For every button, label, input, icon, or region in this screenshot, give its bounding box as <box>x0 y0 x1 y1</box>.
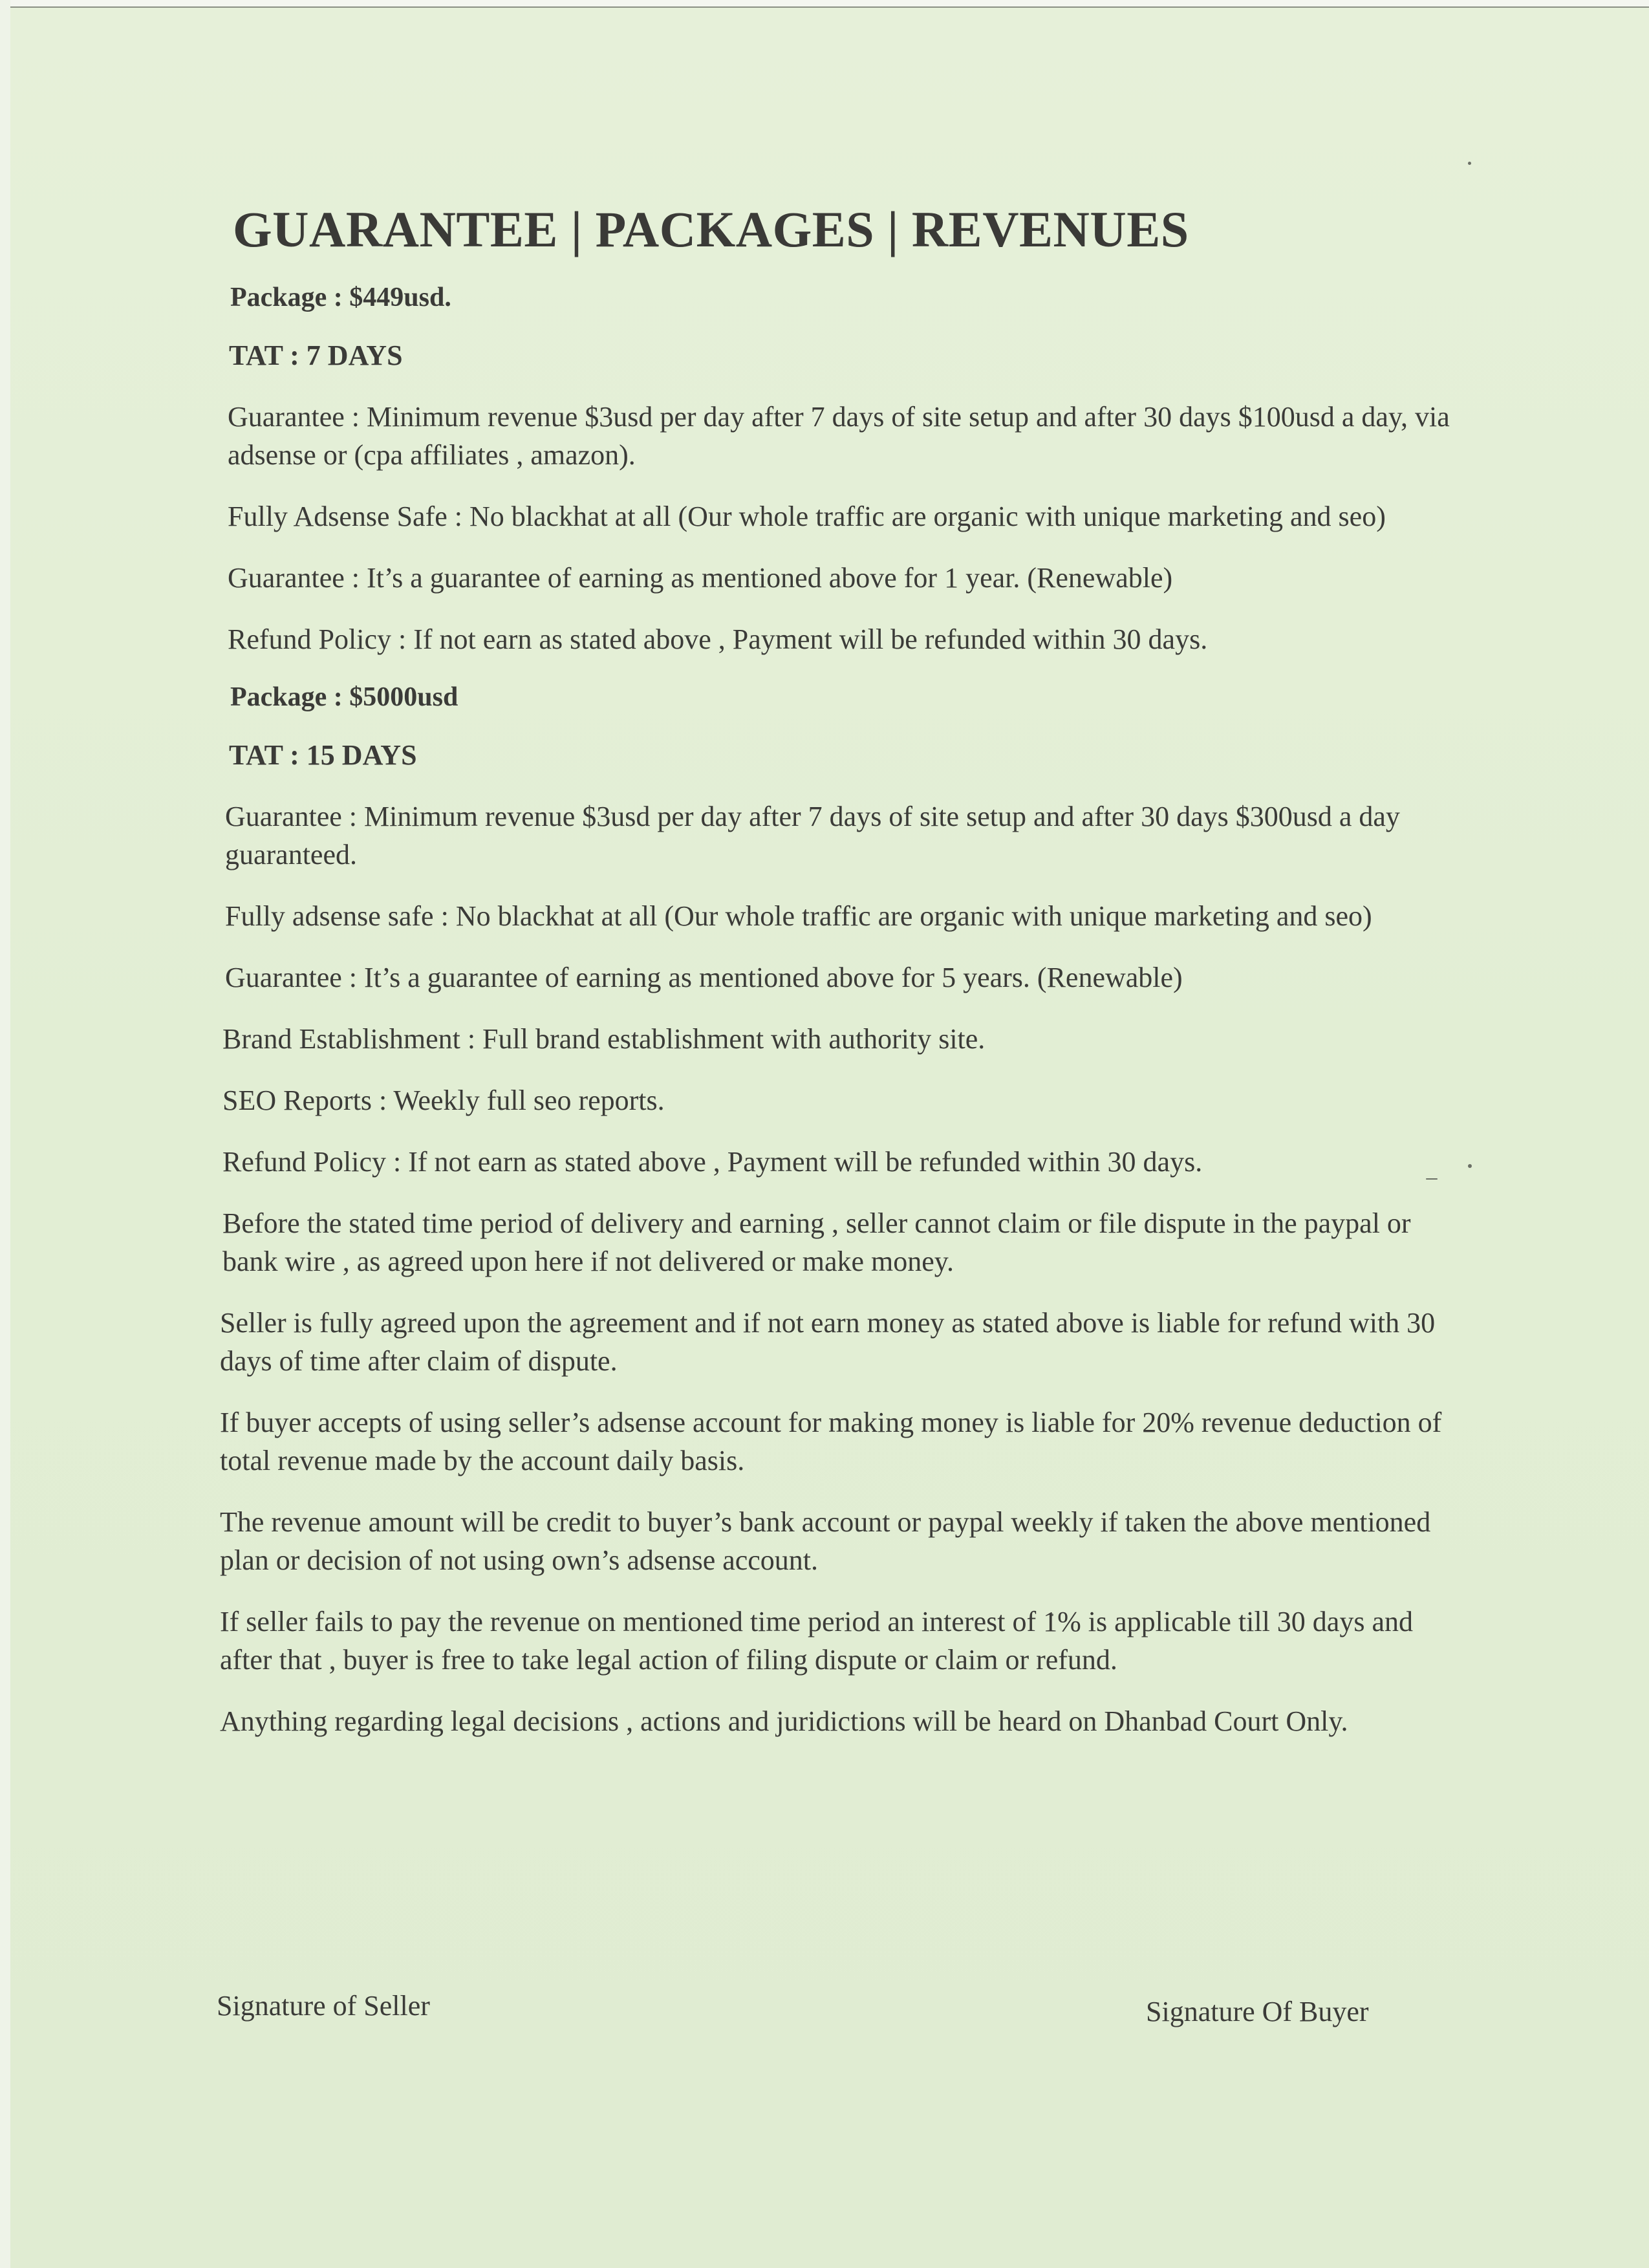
package-1-refund-policy: Refund Policy : If not earn as stated above , Payment will be refunded within 30 days. <box>228 623 1208 655</box>
package-1-label: Package : $449usd. <box>230 283 451 312</box>
package-2-adsense-safe: Fully adsense safe : No blackhat at all (Our whole traffic are organic with unique marketing and seo) <box>225 900 1372 932</box>
seller-signature-label: Signature of Seller <box>217 1990 430 2022</box>
paper-speck <box>1468 1164 1472 1168</box>
package-2-refund-policy: Refund Policy : If not earn as stated above , Payment will be refunded within 30 days. <box>222 1146 1203 1178</box>
package-1-adsense-safe: Fully Adsense Safe : No blackhat at all (Our whole traffic are organic with unique marketing and seo) <box>228 501 1386 532</box>
document-title: GUARANTEE | PACKAGES | REVENUES <box>233 201 1189 257</box>
buyer-signature-label: Signature Of Buyer <box>1146 1996 1369 2027</box>
paper-top-edge <box>0 0 1649 8</box>
term-late-interest: If seller fails to pay the revenue on mentioned time period an interest of 1% is applicable till 30 days and after that , buyer is free to take legal action of filing dispute or claim or refund. <box>220 1606 1413 1676</box>
package-2-label: Package : $5000usd <box>230 682 458 712</box>
package-1-guarantee-term: Guarantee : It’s a guarantee of earning as mentioned above for 1 year. (Renewable) <box>228 562 1173 594</box>
package-1-tat: TAT : 7 DAYS <box>229 340 403 371</box>
package-2-guarantee: Guarantee : Minimum revenue $3usd per day after 7 days of site setup and after 30 days $300usd a day guaranteed. <box>225 801 1400 870</box>
term-dispute-timing: Before the stated time period of delivery and earning , seller cannot claim or file dispute in the paypal or bank wire , as agreed upon here if not delivered or make money. <box>222 1207 1411 1277</box>
paper-left-edge <box>0 0 10 2268</box>
term-jurisdiction: Anything regarding legal decisions , actions and juridictions will be heard on Dhanbad Court Only. <box>220 1705 1348 1737</box>
package-2-tat: TAT : 15 DAYS <box>229 739 417 771</box>
package-2-brand-establishment: Brand Establishment : Full brand establishment with authority site. <box>222 1023 986 1055</box>
term-revenue-credit: The revenue amount will be credit to buyer’s bank account or paypal weekly if taken the above mentioned plan or decision of not using own’s adsense account. <box>220 1506 1431 1576</box>
term-seller-liability: Seller is fully agreed upon the agreement and if not earn money as stated above is liable for refund with 30 days of time after claim of dispute. <box>220 1307 1436 1377</box>
term-adsense-deduction: If buyer accepts of using seller’s adsense account for making money is liable for 20% revenue deduction of total revenue made by the account daily basis. <box>220 1407 1442 1476</box>
package-2-seo-reports: SEO Reports : Weekly full seo reports. <box>222 1085 665 1116</box>
package-1-guarantee: Guarantee : Minimum revenue $3usd per day after 7 days of site setup and after 30 days $100usd a day, via adsense or (cpa affiliates , amazon). <box>228 401 1450 471</box>
paper-speck <box>1468 162 1471 165</box>
document-body <box>220 200 1461 1764</box>
package-2-guarantee-term: Guarantee : It’s a guarantee of earning as mentioned above for 5 years. (Renewable) <box>225 962 1183 993</box>
